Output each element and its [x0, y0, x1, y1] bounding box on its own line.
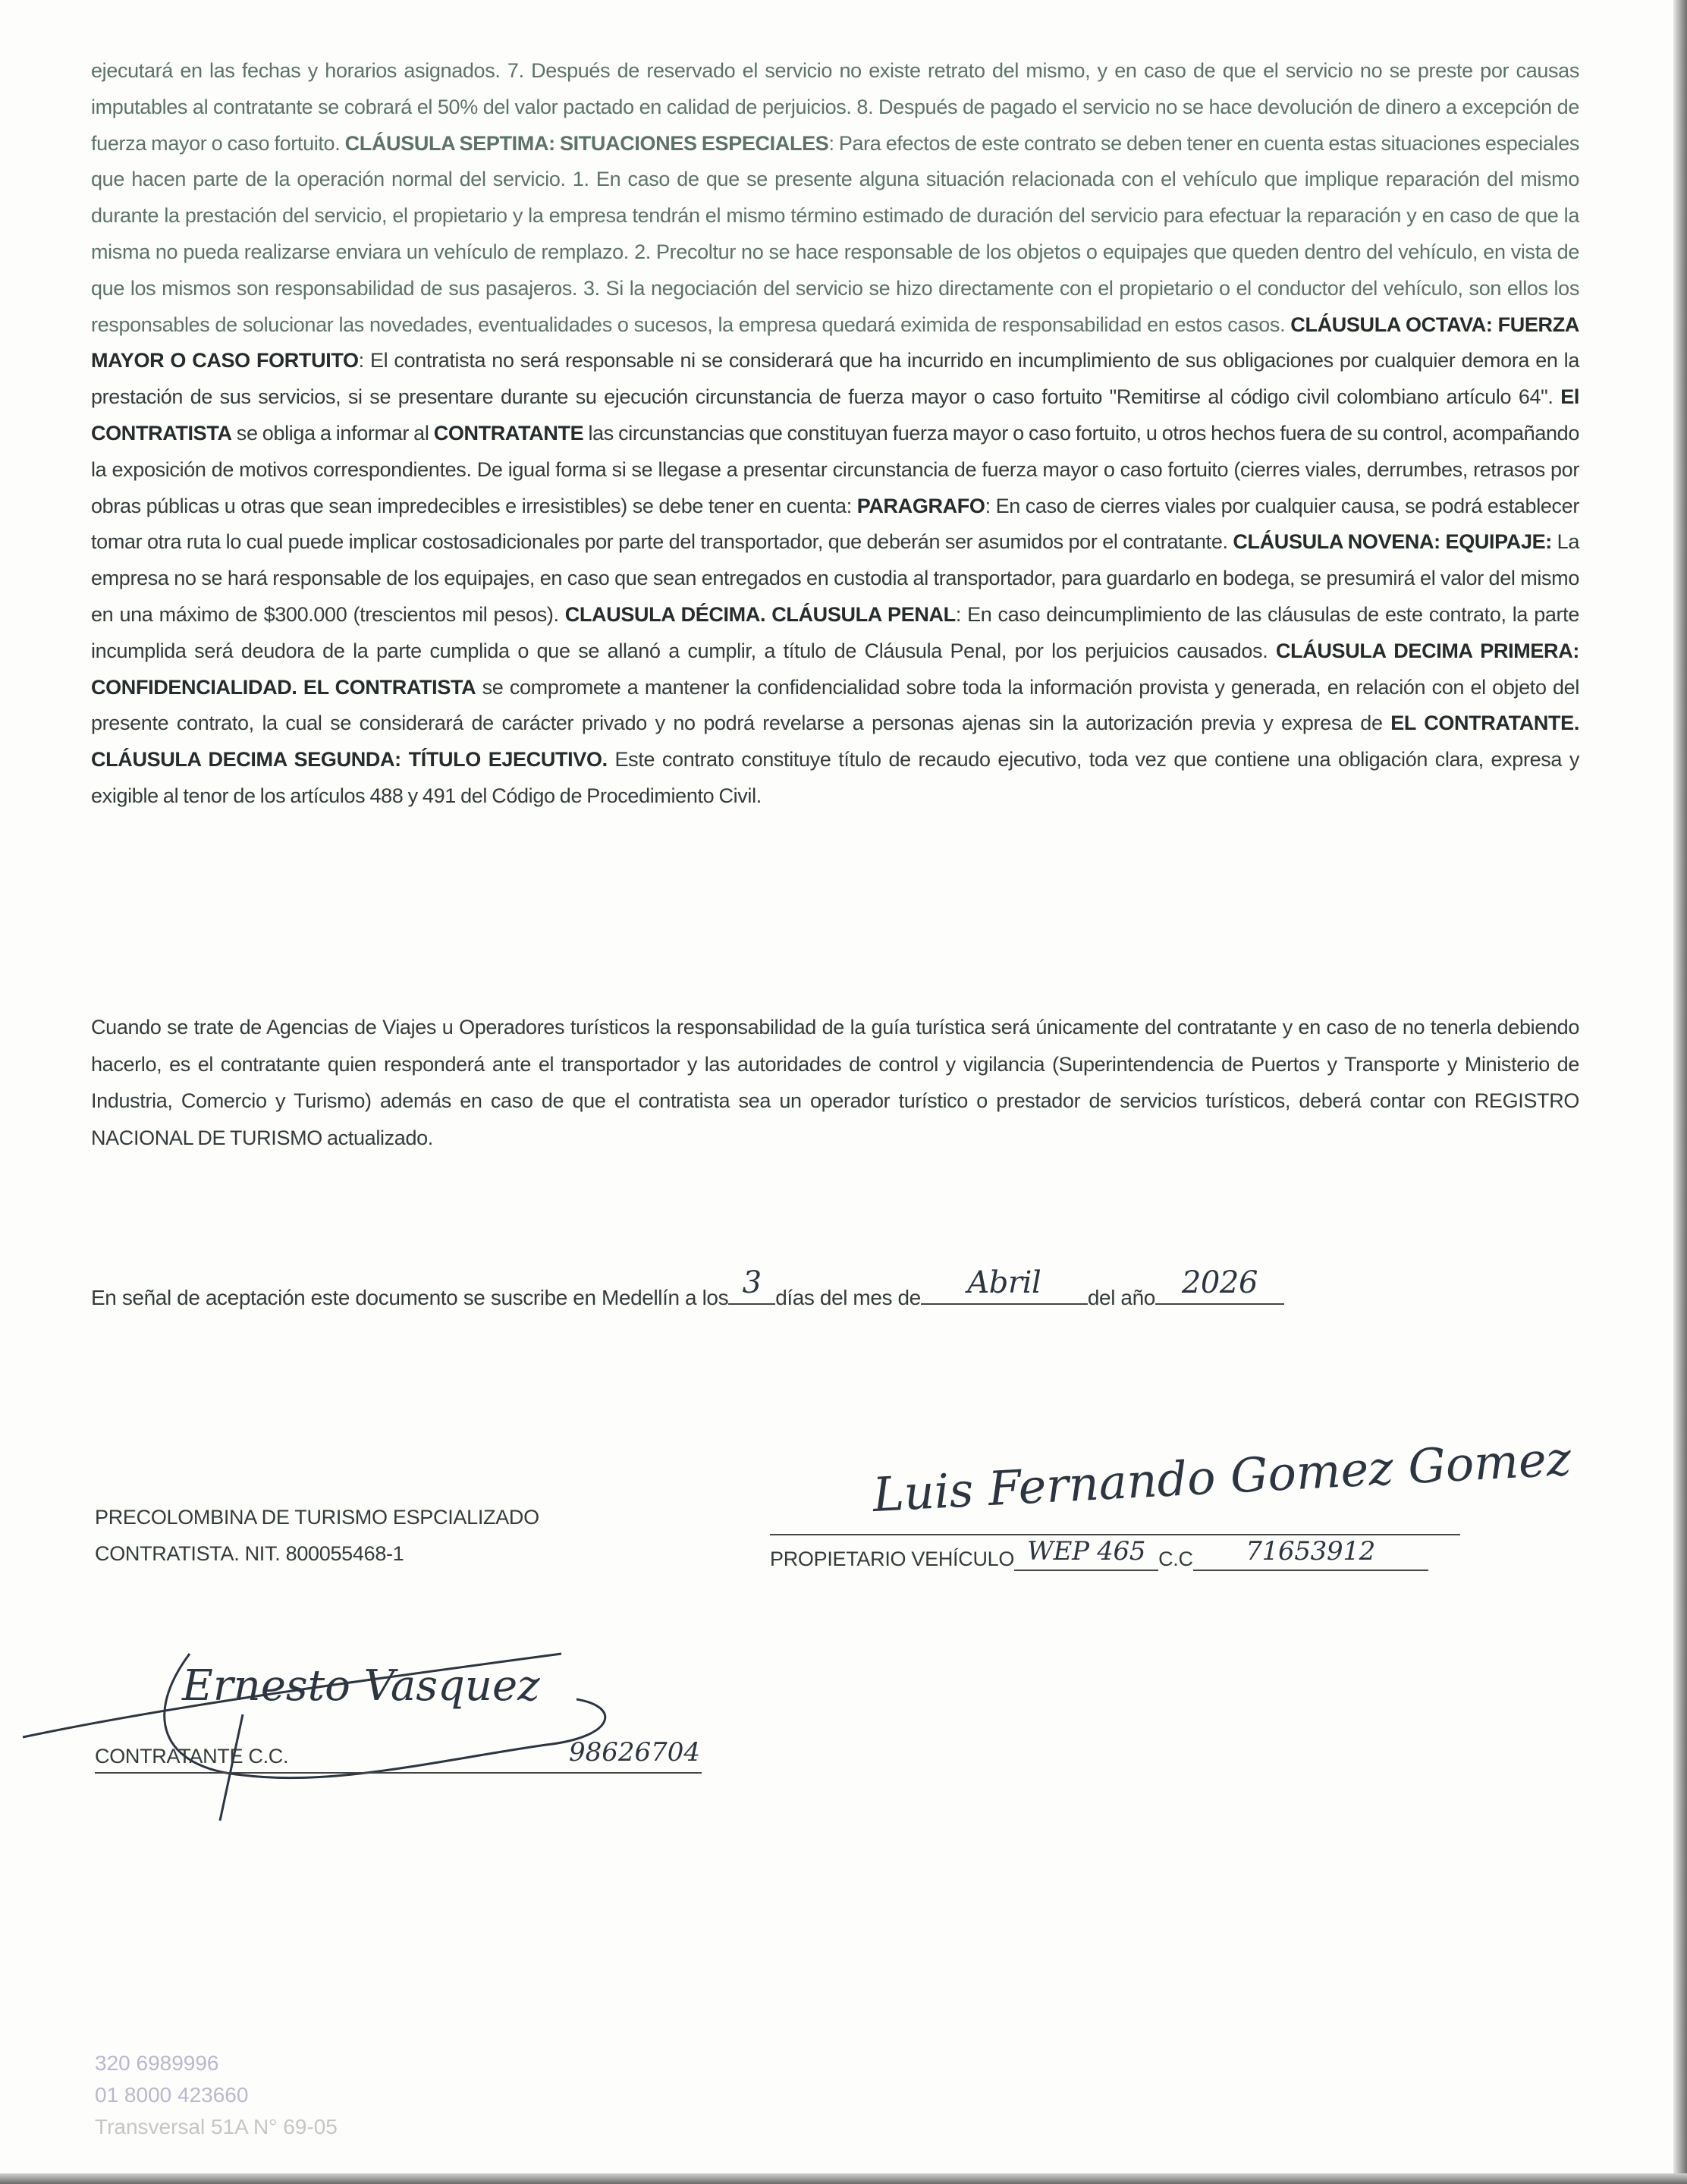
clause-text: se obliga a informar al: [231, 421, 434, 445]
owner-signature-line: [770, 1534, 1460, 1535]
owner-cc-field: [1193, 1536, 1428, 1571]
contratante-signature-line: [95, 1772, 702, 1774]
clause-heading: El CONTRATISTA: [91, 385, 1579, 445]
owner-cc-label: C.C: [1158, 1548, 1193, 1570]
footer-phone: 320 6989996: [95, 2051, 219, 2075]
clause-text: Este contrato constituye título de recaudo ejecutivo, toda vez que contiene una obligación clara, expresa y exigible al tenor de los artículos 488 y 491 del Código de Procedimiento Civil.: [91, 748, 1579, 807]
clause-heading: PARAGRAFO: [856, 494, 985, 517]
page-edge-shadow-bottom: [0, 2173, 1687, 2184]
year-label: del año: [1087, 1286, 1155, 1309]
contratante-signature-scribble: [15, 1623, 701, 1836]
clause-text: : En caso deincumplimiento de las cláusulas de este contrato, la parte incumplida será deudora de la parte cumplida o que se allanó a cumplir, a título de Cláusula Penal, por los perjuicios causados.: [91, 602, 1579, 662]
clause-heading: CONTRATANTE: [433, 421, 584, 445]
clause-text: las circunstancias que constituyan fuerza mayor o caso fortuito, u otros hechos fuera de su control, acompañando la exposición de motivos correspondientes. De igual forma si se llegase a presentar circunstancia de fuerza mayor o caso fortuito (cierres viales, derrumbes, retrasos por obras públicas u otras que sean impredecibles e irresistibles) se debe tener en cuenta:: [91, 421, 1579, 517]
contratante-label: CONTRATANTE C.C.: [95, 1745, 289, 1768]
company-nit: CONTRATISTA. NIT. 800055468-1: [95, 1542, 404, 1565]
day-field: [728, 1265, 775, 1305]
contract-clauses-paragraph: [91, 53, 1579, 815]
month-handwritten: Abril: [967, 1265, 1041, 1300]
clause-heading: CLAUSULA DÉCIMA. CLÁUSULA PENAL: [564, 602, 956, 626]
owner-signature: Luis Fernando Gomez Gomez: [871, 1430, 1572, 1523]
acceptance-line: [91, 1265, 1284, 1310]
acceptance-mid: días del mes de: [775, 1286, 921, 1309]
contratante-signature: Ernesto Vasquez: [182, 1661, 540, 1711]
clause-text: : El contratista no será responsable ni se considerará que ha incurrido en incumplimiento de sus obligaciones por cualquier demora en la prestación de sus servicios, si se presentare durante su ejecución circunstancia de fuerza mayor o caso fortuito "Remitirse al código civil colombiano artículo 64".: [91, 349, 1579, 409]
contratante-cc-handwritten: 98626704: [569, 1737, 701, 1768]
company-name: PRECOLOMBINA DE TURISMO ESPCIALIZADO: [95, 1506, 539, 1529]
year-handwritten: 2026: [1181, 1265, 1258, 1300]
clause-heading: CLÁUSULA DECIMA PRIMERA: CONFIDENCIALIDAD. EL CONTRATISTA: [91, 639, 1579, 699]
clause-text: ejecutará en las fechas y horarios asignados. 7. Después de reservado el servicio no existe retrato del mismo, y en caso de que el servicio no se preste por causas imputables al contratante se cobrará el 50% del valor pactado en calidad de perjuicios. 8. Después de pagado el servicio no se hace devolución de dinero a excepción de fuerza mayor o caso fortuito.: [91, 59, 1579, 155]
clause-heading: CLÁUSULA SEPTIMA: SITUACIONES ESPECIALES: [344, 131, 829, 155]
day-handwritten: 3: [742, 1265, 762, 1300]
travel-agency-paragraph: Cuando se trate de Agencias de Viajes u Operadores turísticos la responsabilidad de la guía turística será únicamente del contratante y en caso de no tenerla debiendo hacerlo, es el contratante quien responderá ante el transportador y las autoridades de control y vigilancia (Superintendencia de Puertos y Transporte y Ministerio de Industria, Comercio y Turismo) además en caso de que el contratista sea un operador turístico o prestador de servicios turísticos, deberá contar con REGISTRO NACIONAL DE TURISMO actualizado.: [91, 1016, 1579, 1149]
clause-text: La empresa no se hará responsable de los equipajes, en caso que sean entregados en custodia al transportador, para guardarlo en bodega, se presumirá el valor del mismo en una máximo de $300.000 (trescientos mil pesos).: [91, 530, 1579, 626]
clause-heading: CLÁUSULA OCTAVA: FUERZA MAYOR O CASO FORTUITO: [91, 313, 1579, 372]
clause-text: : En caso de cierres viales por cualquier causa, se podrá establecer tomar otra ruta lo cual puede implicar costosadicionales por parte del transportador, que deberán ser asumidos por el contratante.: [91, 494, 1579, 554]
footer-address: Transversal 51A N° 69-05: [95, 2115, 338, 2138]
year-field: [1155, 1265, 1284, 1305]
clause-heading: CLÁUSULA NOVENA: EQUIPAJE:: [1233, 530, 1552, 554]
month-field: [921, 1265, 1088, 1305]
owner-label: PROPIETARIO VEHÍCULO: [770, 1548, 1015, 1570]
clause-text: se compromete a mantener la confidencialidad sobre toda la información provista y generada, en relación con el objeto del presente contrato, la cual se considerará de carácter privado y no podrá revelarse a personas ajenas sin la autorización previa y expresa de: [91, 675, 1579, 735]
owner-label-row: [770, 1536, 1428, 1571]
plate-field: [1014, 1536, 1158, 1571]
owner-plate-handwritten: WEP 465: [1026, 1536, 1146, 1567]
owner-cc-handwritten: 71653912: [1246, 1536, 1375, 1567]
clause-heading: EL CONTRATANTE. CLÁUSULA DECIMA SEGUNDA: TÍTULO EJECUTIVO.: [91, 712, 1579, 771]
page-edge-shadow: [1673, 0, 1687, 2184]
clause-text: : Para efectos de este contrato se deben tener en cuenta estas situaciones especiales que hacen parte de la operación normal del servicio. 1. En caso de que se presente alguna situación relacionada con el vehículo que implique reparación del mismo durante la prestación del servicio, el propietario y la empresa tendrán el mismo término estimado de duración del servicio para efectuar la reparación y en caso de que la misma no pueda realizarse enviara un vehículo de remplazo. 2. Precoltur no se hace responsable de los objetos o equipajes que queden dentro del vehículo, en vista de que los mismos son responsabilidad de sus pasajeros. 3. Si la negociación del servicio se hizo directamente con el propietario o el conductor del vehículo, son ellos los responsables de solucionar las novedades, eventualidades o sucesos, la empresa quedará eximida de responsabilidad en estos casos.: [91, 131, 1580, 336]
acceptance-prefix: En señal de aceptación este documento se suscribe en Medellín a los: [91, 1286, 729, 1309]
footer-toll-free: 01 8000 423660: [95, 2083, 249, 2107]
